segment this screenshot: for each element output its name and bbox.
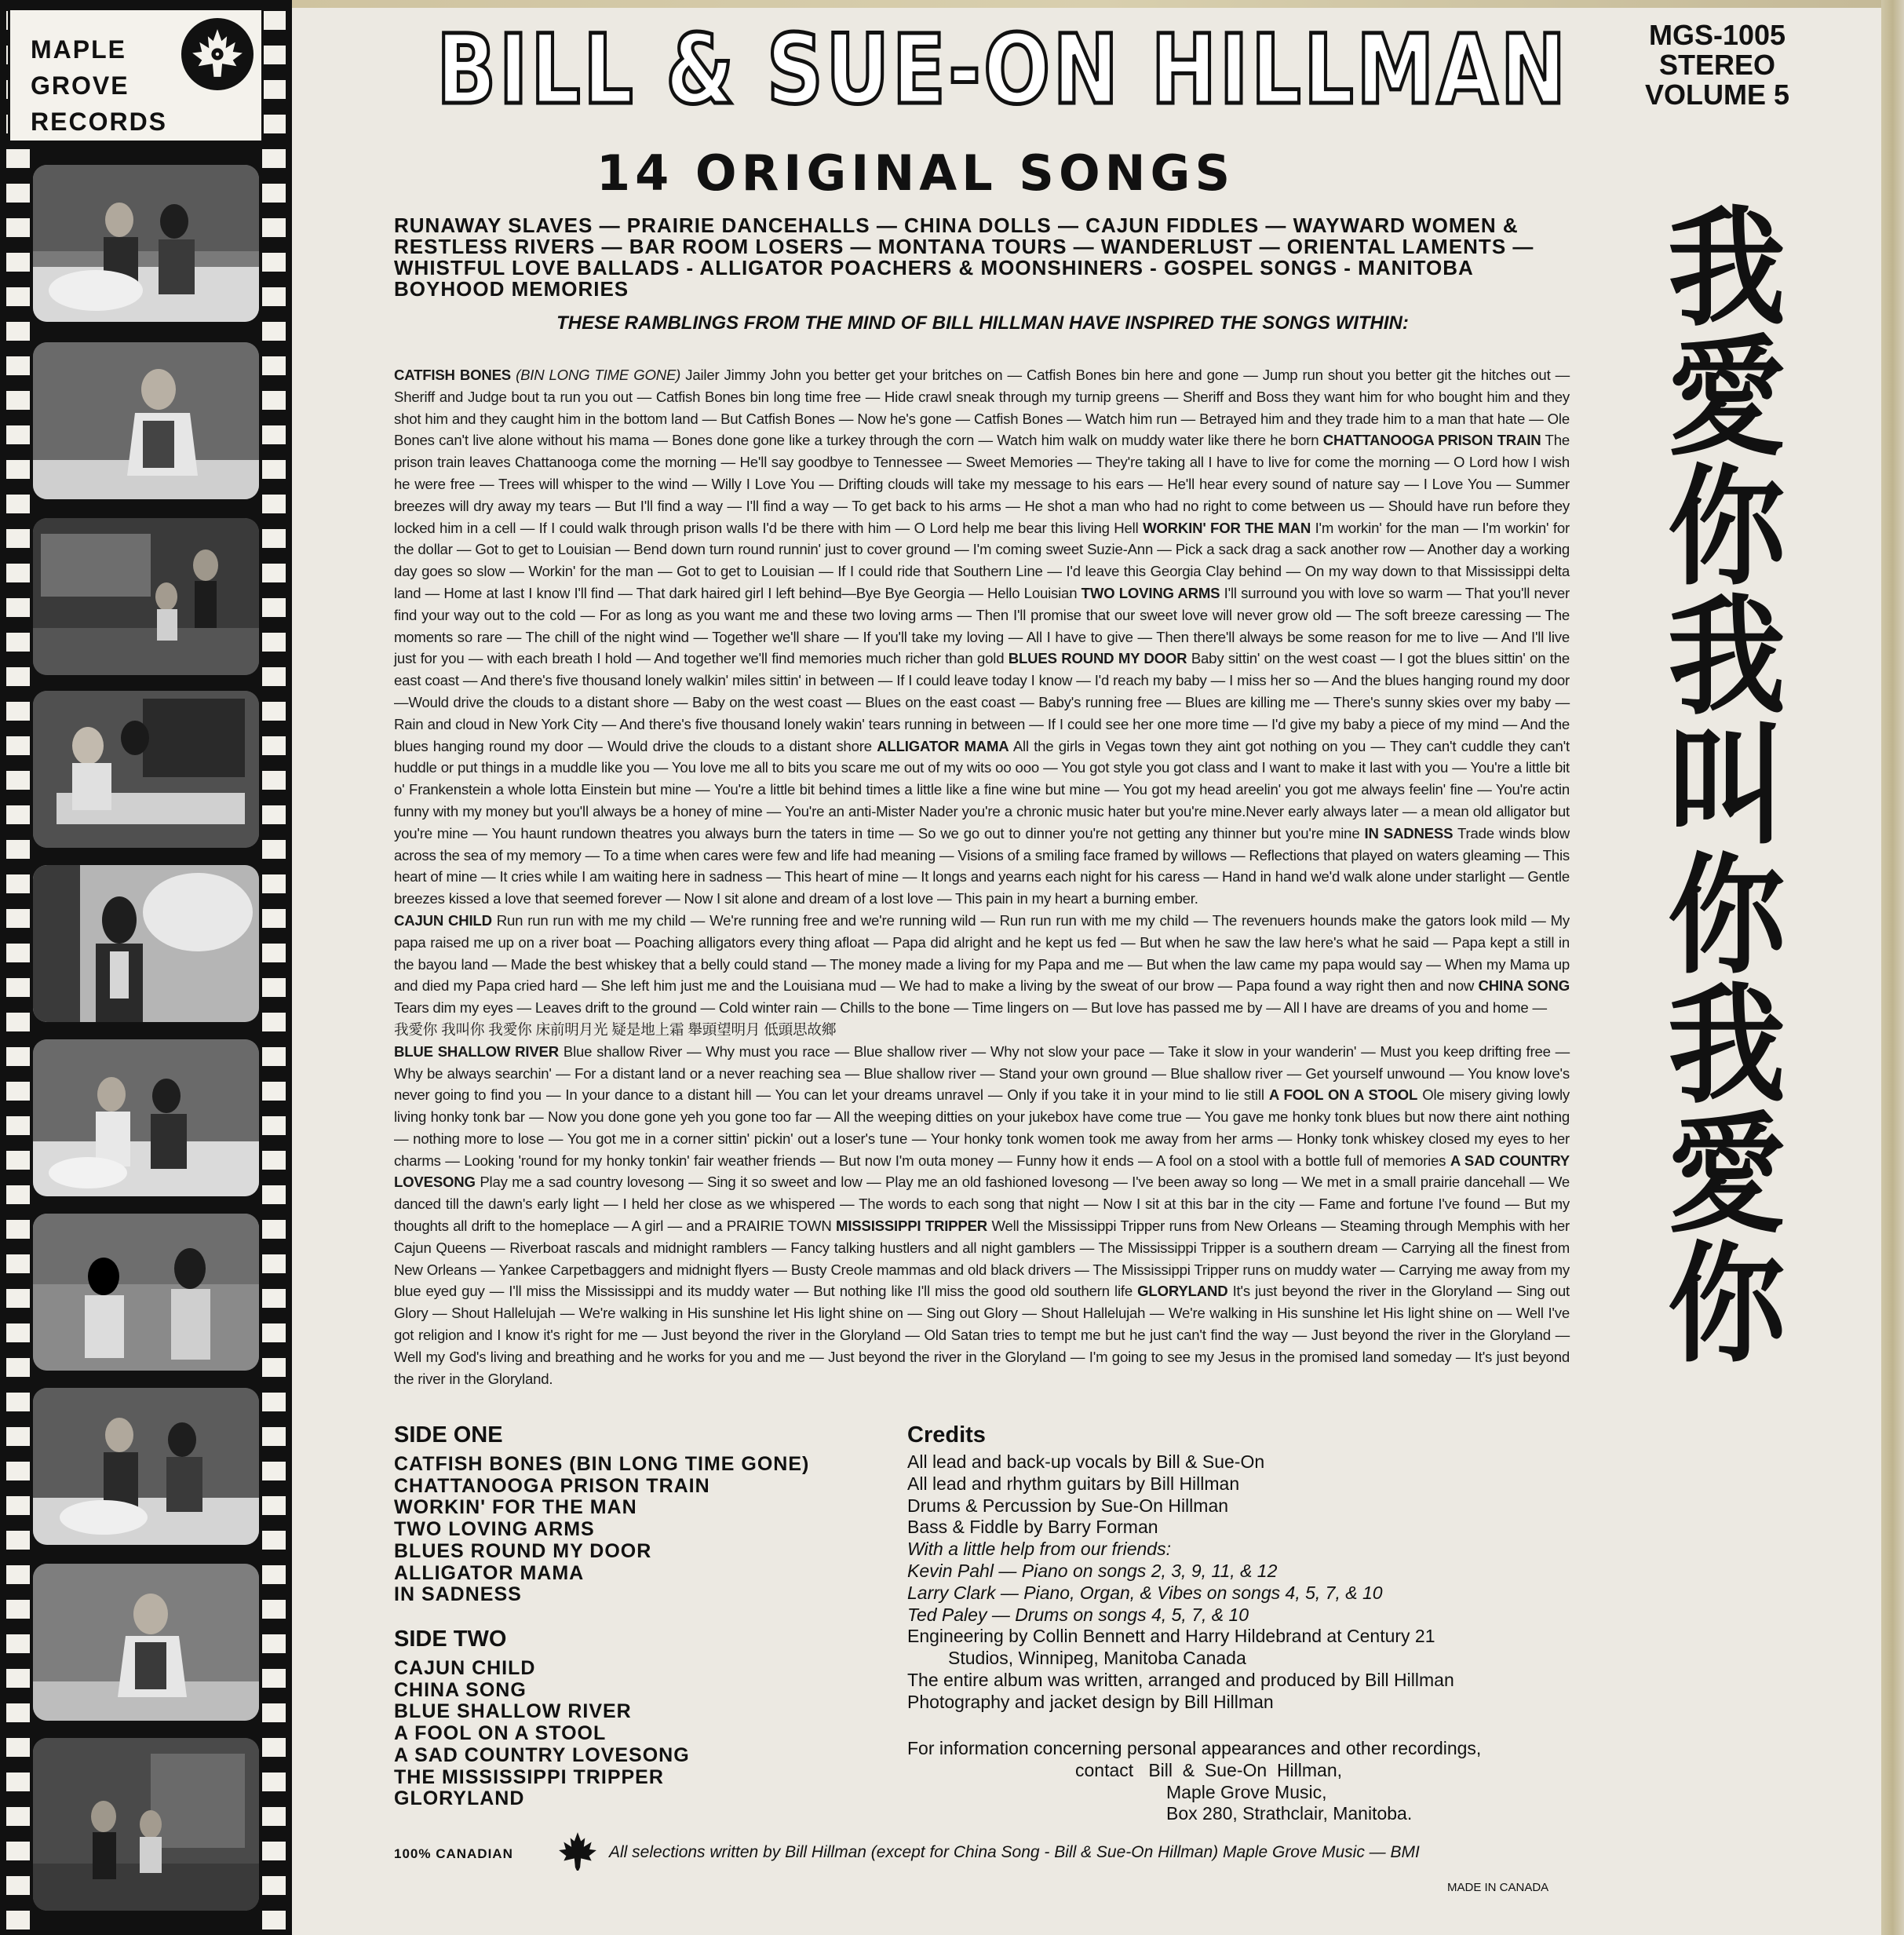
volume-label: VOLUME 5 xyxy=(1644,78,1790,111)
contact-line: Box 280, Strathclair, Manitoba. xyxy=(1166,1803,1413,1824)
maple-leaf-icon xyxy=(557,1829,598,1873)
side-one-title: SIDE ONE xyxy=(394,1422,503,1448)
photo-frame-9 xyxy=(33,1564,259,1721)
canadian-content-label: 100% CANADIAN xyxy=(394,1846,513,1861)
sprocket-holes-right xyxy=(262,0,286,1935)
song-text: Blue shallow River — Why must you race — Blue shallow river — Why not slow your pace — Take it slow in your wanderin' — Must you keep drifting free — Why be always searchin' — For a distant land or a never reaching sea — Blue shallow river — Stand your own ground — Blue shallow river — Get yourself unwound — You know love's never going to find you — In your dance to a distant hill — You can let your dreams unravel — Only if you take it in your mind to lie still xyxy=(394,1042,1570,1104)
track-item: BLUE SHALLOW RIVER xyxy=(394,1700,632,1723)
track-item: TWO LOVING ARMS xyxy=(394,1518,595,1541)
album-subtitle: 14 ORIGINAL SONGS xyxy=(596,144,1235,202)
right-edge-wear xyxy=(1881,0,1904,1935)
made-in-canada: MADE IN CANADA xyxy=(1447,1881,1549,1894)
photo-frame-1 xyxy=(33,165,259,322)
chinese-lyric-line: 我愛你 我叫你 我愛你 床前明月光 疑是地上霜 舉頭望明月 低頭思故鄉 xyxy=(394,1020,837,1038)
calligraphy-character: 叫 xyxy=(1667,710,1785,863)
song-text: The prison train leaves Chattanooga come the morning — He'll say goodbye to Tennessee — Sweet Memories — They're taking all I have to live for come the morning — O Lord how I wish he were free — Trees will whisper to the wind — Willy I Love You — Drifting clouds will take my message to his ears — He'll hear every sound of nature say — I Love You — Summer breezes will dry away my tears — But I'll find a way — I'll find a way — To get back to his arms — He shot a man who had no right to come between us — Should have run before they locked him in a cell — If I could walk through prison walls I'd be there with him — O Lord help me bear this living Hell xyxy=(394,432,1570,536)
ramblings-paragraph xyxy=(394,364,1570,910)
photo-frame-6 xyxy=(33,1039,259,1196)
contact-line: contact Bill & Sue-On Hillman, xyxy=(1075,1759,1343,1780)
credit-line: The entire album was written, arranged and produced by Bill Hillman xyxy=(907,1669,1454,1690)
ramblings-heading: THESE RAMBLINGS FROM THE MIND OF BILL HILLMAN HAVE INSPIRED THE SONGS WITHIN: xyxy=(556,312,1409,334)
song-heading: TWO LOVING ARMS xyxy=(1081,584,1220,601)
track-item: GLORYLAND xyxy=(394,1787,525,1810)
themes-blurb: RUNAWAY SLAVES — PRAIRIE DANCEHALLS — CHINA DOLLS — CAJUN FIDDLES — WAYWARD WOMEN & RESTLESS RIVERS — BAR ROOM LOSERS — MONTANA TOURS — WANDERLUST — ORIENTAL LAMENTS — WHISTFUL LOVE BALLADS - ALLIGATOR POACHERS & MOONSHINERS - GOSPEL SONGS - MANITOBA BOYHOOD MEMORIES xyxy=(394,214,1534,301)
song-heading: MISSISSIPPI TRIPPER xyxy=(836,1218,988,1235)
credits-list xyxy=(907,1451,1567,1714)
ramblings-paragraph xyxy=(394,1041,1570,1390)
song-heading: BLUE SHALLOW RIVER xyxy=(394,1042,559,1060)
logo-text-line: RECORDS xyxy=(31,108,168,136)
song-heading: CHINA SONG xyxy=(1478,977,1570,995)
side-one-tracklist xyxy=(394,1454,809,1606)
song-text: I'll surround you with love so warm — That you'll never find your way out to the cold — For as long as you want me and these two loving arms — Then I'll promise that our sweet love will never grow old — The soft breeze caressing — The moments so rare — The chill of the night wind — Together we'll share — If you'll take my loving — All I have to give — Then there'll always be some reason for me to live — And I'll live just for you — with each breath I hold — And together we'll find memories much richer than gold xyxy=(394,584,1570,667)
track-item: CHATTANOOGA PRISON TRAIN xyxy=(394,1474,710,1497)
song-text: I'm workin' for the man — I'm workin' for the dollar — Got to get to Louisian — Bend down turn round runnin' just to cover ground — I'm coming sweet Suzie-Ann — Pick a sack drag a sack another row — Another day a working day goes so slow — Workin' for the man — Got to get to Louisian — If I could ride that Southern Line — I'd leave this Georgia Clay behind — On my way down to that Mississippi delta land — Home at last I know I'll find — That dark haired girl I left behind—Bye Bye Georgia — Hello Louisian xyxy=(394,519,1570,601)
credit-line: Larry Clark — Piano, Organ, & Vibes on songs 4, 5, 7, & 10 xyxy=(907,1582,1383,1603)
song-text: Play me a sad country lovesong — Sing it so sweet and low — Play me an old fashioned lovesong — I've been away so long — We met in a small prairie dancehall — We danced till the dawn's early light — I held her close as we whispered — The words to each song that night — Now I sit at this bar in the city — Fame and fortune I've found — But my thoughts all drift to the homeplace — A girl — and a PRAIRIE TOWN xyxy=(394,1174,1570,1235)
logo-text-line: GROVE xyxy=(31,71,129,100)
side-two-title: SIDE TWO xyxy=(394,1626,507,1652)
credit-line: Kevin Pahl — Piano on songs 2, 3, 9, 11, & 12 xyxy=(907,1560,1278,1581)
song-heading: GLORYLAND xyxy=(1137,1283,1228,1300)
song-text: All the girls in Vegas town they aint got nothing on you — They can't cuddle they can't huddle or put things in a muddle like you — You love me all to bits you scare me out of my wits oo ooo — You got style you got class and I want to make it last with you — You're a little bit o' Frankenstein a whole lotta Einstein but mine — You're a little bit behind times a little like a fine wine but mine — You got my head areelin' you got me always feelin' fine — You're actin funny with my money but you'll always be a honey of mine — You're an anti-Mister Nader you're a chronic music hater but you're mine.Never early always later — a mean old alligator but you're mine — You haunt rundown theatres you always burn the taters in time — So we go out to dinner you're not getting any thinner but you're mine xyxy=(394,737,1570,842)
song-heading: CAJUN CHILD xyxy=(394,911,492,929)
credit-line: All lead and back-up vocals by Bill & Sue-On xyxy=(907,1451,1265,1472)
track-item: IN SADNESS xyxy=(394,1583,522,1606)
top-edge-wear xyxy=(292,0,1904,8)
contact-line: For information concerning personal appearances and other recordings, xyxy=(907,1738,1482,1758)
film-strip xyxy=(0,0,292,1935)
credit-line: Studios, Winnipeg, Manitoba Canada xyxy=(948,1648,1246,1669)
song-text: Ole misery giving lowly living honky tonk bar — Now you done gone yeh you gone too far — All the weeping ditties on your jukebox have come true — You gave me honky tonk blues but now there aint nothing — nothing more to lose — You got me in a corner sittin' pickin' out a loser's tune — Your honky tonk women took me away from her arms — Honky tonk whiskey closed my eyes to her charms — Looking 'round for my honky tonkin' fair weather friends — But now I'm outa money — Funny how it ends — A fool on a stool with a bottle full of memories xyxy=(394,1086,1570,1169)
song-text: Jailer Jimmy John you better get your britches on — Catfish Bones bin here and gone — Jump run shout you better git the hitches out — Sheriff and Judge bout ta run you out — Catfish Bones bin long time free — Hide crawl sneak through my turnip greens — Sheriff and Boss they want him for who bought him and they shot him and they caught him in the bottom land — But Catfish Bones — Now he's gone — Catfish Bones — Watch him run — Betrayed him and they trade him to a man that hate — Ole Bones can't live alone without his mama — Bones done gone like a turkey through the corn — Watch him walk on muddy water like there he born xyxy=(394,367,1570,449)
song-heading: BLUES ROUND MY DOOR xyxy=(1008,650,1187,667)
song-heading: IN SADNESS xyxy=(1364,824,1454,842)
calligraphy-character: 你 xyxy=(1667,1229,1785,1381)
song-text: Run run run with me my child — We're running free and we're running wild — Run run run with me my child — The revenuers hounds make the gators look mild — My papa raised me up on a river boat — Poaching alligators every thing afloat — Papa did alright and he kept us fed — But when he saw the law here's what he said — Papa kept a still in the bayou land — Made the best whiskey that a belly could stand — The money made a living for my Papa and me — But when the law came my papa would say — When my Mama up and died my Papa cried hard — She left him just me and the Louisiana mud — We had to make a living by the sweat of our brow — Papa found a way right then and now xyxy=(394,911,1570,995)
song-subheading: (BIN LONG TIME GONE) xyxy=(516,367,681,383)
calligraphy-character: 愛 xyxy=(1667,322,1785,474)
calligraphy-character: 我 xyxy=(1667,192,1785,345)
song-heading: CATFISH BONES xyxy=(394,367,511,383)
side-two-tracklist xyxy=(394,1658,690,1810)
track-item: CHINA SONG xyxy=(394,1678,527,1701)
chinese-calligraphy-column xyxy=(1632,192,1821,1381)
calligraphy-character: 你 xyxy=(1667,840,1785,992)
track-item: A SAD COUNTRY LOVESONG xyxy=(394,1743,690,1766)
song-text: Well the Mississippi Tripper runs from New Orleans — Steaming through Memphis with her Cajun Queens — Riverboat rascals and midnight ramblers — Fancy talking hustlers and all night gamblers — The Mississippi Tripper is a southern dream — Carrying all the finest from New Orleans — Yankee Carpetbaggers and midnight flyers — Busty Creole mammas and old black drivers — The Mississippi Tripper runs on muddy water — Carrying me away from my blue eyed guy — I'll miss the Mississippi and its muddy water — But nothing like I'll miss the good old southern life xyxy=(394,1218,1570,1300)
photo-frame-7 xyxy=(33,1214,259,1371)
song-ramblings xyxy=(394,364,1570,1389)
album-title: BILL & SUE-ON HILLMAN xyxy=(436,14,1569,126)
track-item: CAJUN CHILD xyxy=(394,1657,536,1679)
song-heading: CHATTANOOGA PRISON TRAIN xyxy=(1322,432,1541,449)
publishing-note: All selections written by Bill Hillman (except for China Song - Bill & Sue-On Hillman) Maple Grove Music — BMI xyxy=(609,1843,1420,1861)
catalog-number: MGS-1005 xyxy=(1648,19,1786,51)
calligraphy-character: 愛 xyxy=(1667,1099,1785,1251)
credit-line: Ted Paley — Drums on songs 4, 5, 7, & 10 xyxy=(907,1604,1249,1625)
track-item: A FOOL ON A STOOL xyxy=(394,1722,607,1745)
track-item: WORKIN' FOR THE MAN xyxy=(394,1496,637,1519)
song-text: It's just beyond the river in the Gloryland — Sing out Glory — Shout Hallelujah — We're walking in His sunshine let His light shine on — Sing out Glory — Shout Hallelujah — We're walking in His sunshine let His light shine on — Well I've got religion and I know it's right for me — Just beyond the river in the Gloryland — Old Satan tries to tempt me but he just can't find the way — Just beyond the river in the Gloryland — Well my God's living and breathing and he works for you and me — Just beyond the river in the Gloryland — I'm going to see my Jesus in the promised land someday — It's just beyond the river in the Gloryland. xyxy=(394,1283,1570,1387)
song-heading: ALLIGATOR MAMA xyxy=(877,737,1009,754)
credit-line: Drums & Percussion by Sue-On Hillman xyxy=(907,1495,1229,1516)
maple-grove-records-logo xyxy=(8,8,264,143)
photo-frame-2 xyxy=(33,342,259,499)
ramblings-paragraph xyxy=(394,910,1570,1041)
song-text: Baby sittin' on the west coast — I got the blues sittin' on the east coast — And there's five thousand lonely walkin' miles sittin' in between — If I could leave today I know — I'd reach my baby — I miss her so — And the blues hanging round my door—Would drive the clouds to a distant shore — Baby on the west coast — Blues on the east coast — Baby's running free — Blues are killing me — There's sunny skies over my baby — Rain and cloud in New York City — And there's five thousand lonely wakin' tears running in between — If I could see her one more time — I'd give my baby a piece of my mind — And the blues hanging round my door — Would drive the clouds to a distant shore xyxy=(394,650,1570,754)
photo-frame-5 xyxy=(33,865,259,1022)
track-item: CATFISH BONES (BIN LONG TIME GONE) xyxy=(394,1453,810,1475)
song-heading: A FOOL ON A STOOL xyxy=(1268,1086,1418,1104)
calligraphy-character: 你 xyxy=(1667,451,1785,604)
credit-line: All lead and rhythm guitars by Bill Hillman xyxy=(907,1473,1240,1494)
calligraphy-character: 我 xyxy=(1667,969,1785,1122)
song-text: Trade winds blow across the sea of my memory — To a time when cares were few and life had meaning — Visions of a smiling face framed by willows — Reflections that played on waters gleaming — This heart of mine — It cries while I am waiting here in sadness — This heart of mine — It longs and yearns each night for his caress — Hand in hand we'd walk alone under starlight — Gentle breezes kissed a love that seemed forever — Now I sit alone and dream of a lost love — This pain in my heart a burning ember. xyxy=(394,824,1570,907)
song-heading: A SAD COUNTRY LOVESONG xyxy=(394,1152,1570,1191)
sprocket-holes-left xyxy=(6,0,30,1935)
photo-frame-8 xyxy=(33,1388,259,1545)
track-item: ALLIGATOR MAMA xyxy=(394,1561,585,1584)
photo-frame-10 xyxy=(33,1738,259,1911)
logo-text-line: MAPLE xyxy=(31,35,126,64)
song-heading: WORKIN' FOR THE MAN xyxy=(1143,519,1311,536)
contact-line: Maple Grove Music, xyxy=(1166,1781,1327,1802)
photo-frame-3 xyxy=(33,518,259,675)
track-item: BLUES ROUND MY DOOR xyxy=(394,1539,652,1562)
credit-line: With a little help from our friends: xyxy=(907,1539,1171,1560)
credit-line: Engineering by Collin Bennett and Harry Hildebrand at Century 21 xyxy=(907,1626,1435,1647)
credit-line: Bass & Fiddle by Barry Forman xyxy=(907,1517,1158,1538)
song-text: Tears dim my eyes — Leaves drift to the ground — Cold winter rain — Chills to the bone — Time lingers on — But love has passed me by — All I have are dreams of you and home — xyxy=(394,999,1547,1017)
track-item: THE MISSISSIPPI TRIPPER xyxy=(394,1765,664,1788)
calligraphy-character: 我 xyxy=(1667,581,1785,733)
stereo-label: STEREO xyxy=(1658,49,1776,81)
credit-line: Photography and jacket design by Bill Hillman xyxy=(907,1691,1274,1712)
maple-leaf-icon xyxy=(181,18,254,90)
credits-title: Credits xyxy=(907,1422,986,1448)
contact-info xyxy=(907,1738,1598,1825)
photo-frame-4 xyxy=(33,691,259,848)
